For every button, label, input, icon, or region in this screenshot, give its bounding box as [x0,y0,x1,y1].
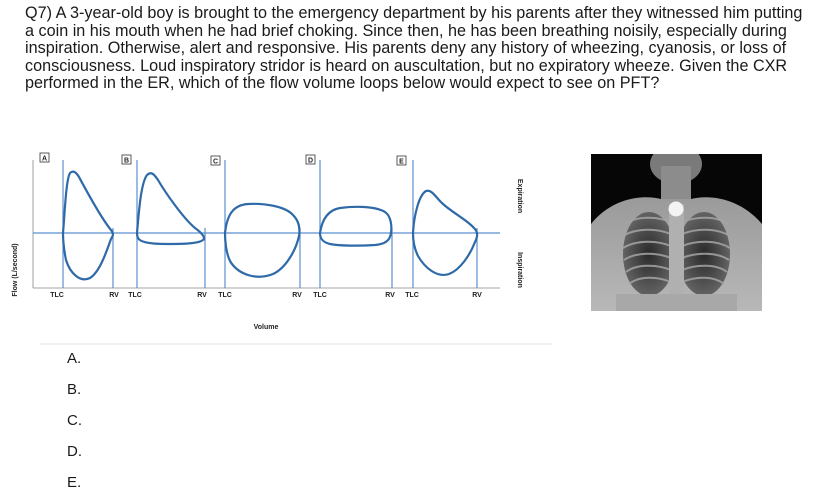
tick-e-rv: RV [385,292,395,299]
option-e[interactable]: E. [67,474,82,491]
tick-c-rv: RV [197,292,207,299]
option-b[interactable]: B. [67,381,82,398]
loop-a [63,172,113,280]
answer-options [67,348,82,503]
question-text: Q7) A 3-year-old boy is brought to the emergency department by his parents after they witnessed him putting a coin in his mouth when he had brief choking. Since then, he has been breathing noisily, especially during inspiration. Otherwise, alert and responsive. His parents deny any history of wheezing, cyanosis, or loss of consciousness. Loud inspiratory stridor is heard on auscultation, but no expiratory wheeze. Given the CXR performed in the ER, which of the flow volume loops below would expect to see on PFT? [25,4,803,93]
tick-e-tlc: TLC [405,292,419,299]
tick-b-rv: RV [109,292,119,299]
svg-text:B: B [123,157,130,165]
tick-d-tlc: TLC [313,292,327,299]
chest-xray-image [591,154,762,311]
tick-c-tlc: TLC [218,292,232,299]
y-axis-label: Flow (L/second) [12,243,19,297]
flow-volume-loops-figure [0,140,560,345]
panel-letter-e [397,156,406,166]
svg-text:E: E [399,158,404,166]
coin-in-xray [669,202,684,217]
panel-letter-a [40,153,49,163]
tick-a-tlc: TLC [50,292,64,299]
svg-text:A: A [41,155,48,163]
panel-letter-d [306,155,315,165]
tick-d-rv: RV [292,292,302,299]
svg-text:D: D [307,157,314,165]
x-axis-label: Volume [253,324,279,331]
tick-end-rv: RV [472,292,482,299]
panel-letter-c [211,156,220,166]
option-c[interactable]: C. [67,412,82,429]
tick-b-tlc: TLC [128,292,142,299]
panel-letter-b [122,155,131,165]
svg-text:C: C [212,158,219,166]
expiration-label: Expiration [516,178,523,214]
loop-d [320,207,391,246]
loop-c [225,204,299,277]
inspiration-label: Inspiration [516,252,523,288]
option-d[interactable]: D. [67,443,82,460]
option-a[interactable]: A. [67,350,82,367]
